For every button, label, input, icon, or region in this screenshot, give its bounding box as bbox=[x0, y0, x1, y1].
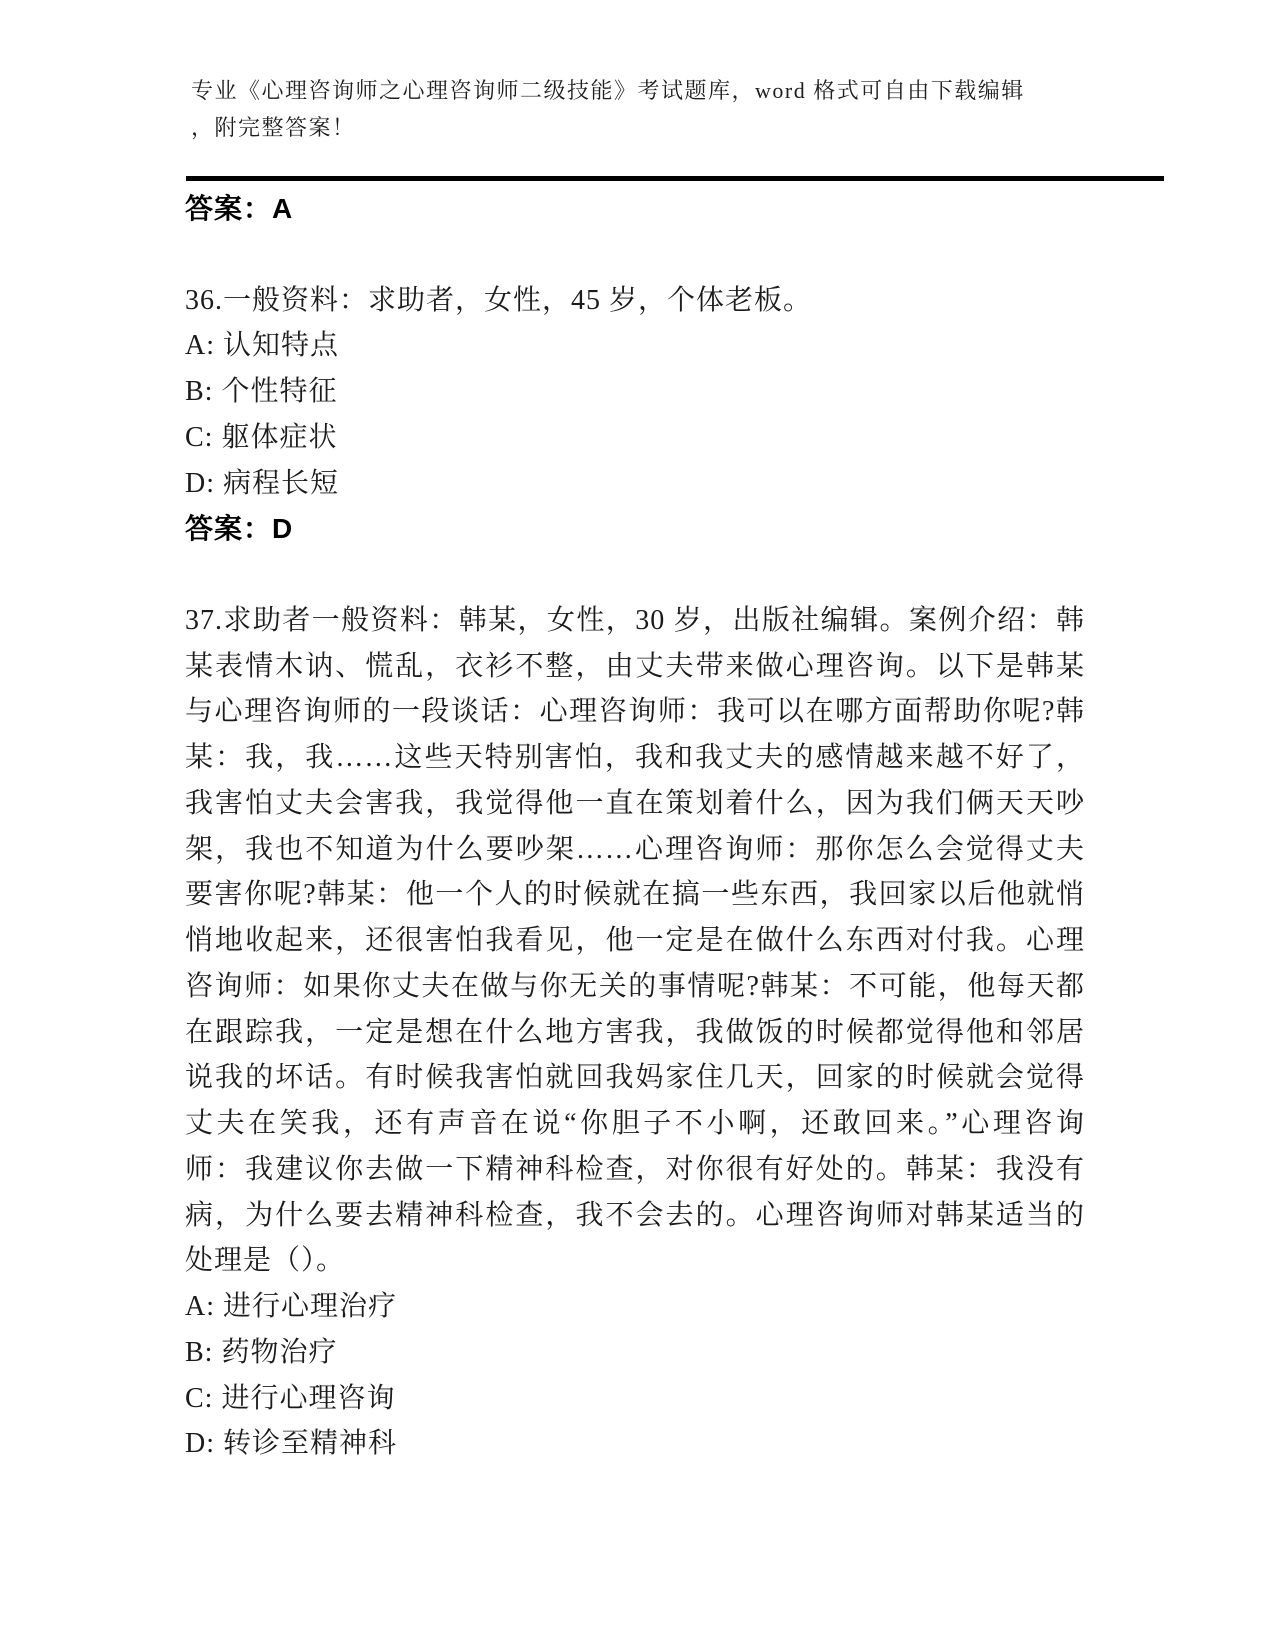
question-37-paragraph bbox=[185, 598, 1085, 1284]
question-37-block bbox=[185, 598, 1085, 1467]
question-37-text-line: 悄地收起来，还很害怕我看见，他一定是在做什么东西对付我。心理 bbox=[185, 925, 1085, 956]
option-line: B: 个性特征 bbox=[185, 376, 338, 407]
question-37-options bbox=[185, 1284, 1085, 1467]
option-line: A: 进行心理治疗 bbox=[185, 1291, 398, 1322]
question-37-text-line: 丈夫在笑我，还有声音在说“你胆子不小啊，还敢回来。”心理咨询 bbox=[185, 1108, 1085, 1139]
question-37-text-line: 某：我，我……这些天特别害怕，我和我丈夫的感情越来越不好了， bbox=[185, 742, 1085, 773]
answer-line: 答案：A bbox=[185, 193, 294, 224]
question-37-text-line: 病，为什么要去精神科检查，我不会去的。心理咨询师对韩某适当的 bbox=[185, 1199, 1085, 1231]
question-37-text-line: 我害怕丈夫会害我，我觉得他一直在策划着什么，因为我们俩天天吵 bbox=[185, 787, 1085, 819]
option-line: D: 病程长短 bbox=[185, 467, 340, 499]
option-line: C: 躯体症状 bbox=[185, 421, 338, 453]
question-36-block bbox=[185, 278, 1085, 553]
document-body bbox=[185, 186, 1085, 1467]
option-line: B: 药物治疗 bbox=[185, 1336, 338, 1368]
question-36-options bbox=[185, 323, 1085, 506]
page-header bbox=[191, 72, 1116, 146]
header-text-line: 专业《心理咨询师之心理咨询师二级技能》考试题库，word 格式可自由下载编辑 bbox=[191, 78, 1025, 103]
option-line: C: 进行心理咨询 bbox=[185, 1382, 396, 1414]
header-text-line: ，附完整答案！ bbox=[191, 115, 356, 140]
question-36-text: 36.一般资料：求助者，女性，45 岁，个体老板。 bbox=[185, 284, 813, 316]
question-37-text-line: 说我的坏话。有时候我害怕就回我妈家住几天，回家的时候就会觉得 bbox=[185, 1062, 1085, 1094]
question-37-text-line: 处理是（）。 bbox=[185, 1245, 346, 1277]
question-37-text-line: 咨询师：如果你丈夫在做与你无关的事情呢?韩某：不可能，他每天都 bbox=[185, 970, 1085, 1002]
question-37-text-line: 在跟踪我，一定是想在什么地方害我，我做饭的时候都觉得他和邻居 bbox=[185, 1016, 1085, 1048]
question-37-text-line: 架，我也不知道为什么要吵架……心理咨询师：那你怎么会觉得丈夫 bbox=[185, 833, 1085, 865]
question-37-text-line: 37.求助者一般资料：韩某，女性，30 岁，出版社编辑。案例介绍：韩 bbox=[185, 604, 1085, 636]
option-line: A: 认知特点 bbox=[185, 330, 340, 362]
question-37-text-line: 某表情木讷、慌乱，衣衫不整，由丈夫带来做心理咨询。以下是韩某 bbox=[185, 650, 1085, 682]
option-line: D: 转诊至精神科 bbox=[185, 1428, 398, 1460]
header-divider bbox=[186, 176, 1164, 181]
question-37-text-line: 与心理咨询师的一段谈话：心理咨询师：我可以在哪方面帮助你呢?韩 bbox=[185, 696, 1085, 728]
question-37-text-line: 要害你呢?韩某：他一个人的时候就在搞一些东西，我回家以后他就悄 bbox=[185, 879, 1085, 911]
question-37-text-line: 师：我建议你去做一下精神科检查，对你很有好处的。韩某：我没有 bbox=[185, 1153, 1085, 1185]
answer-line: 答案：D bbox=[185, 513, 294, 545]
